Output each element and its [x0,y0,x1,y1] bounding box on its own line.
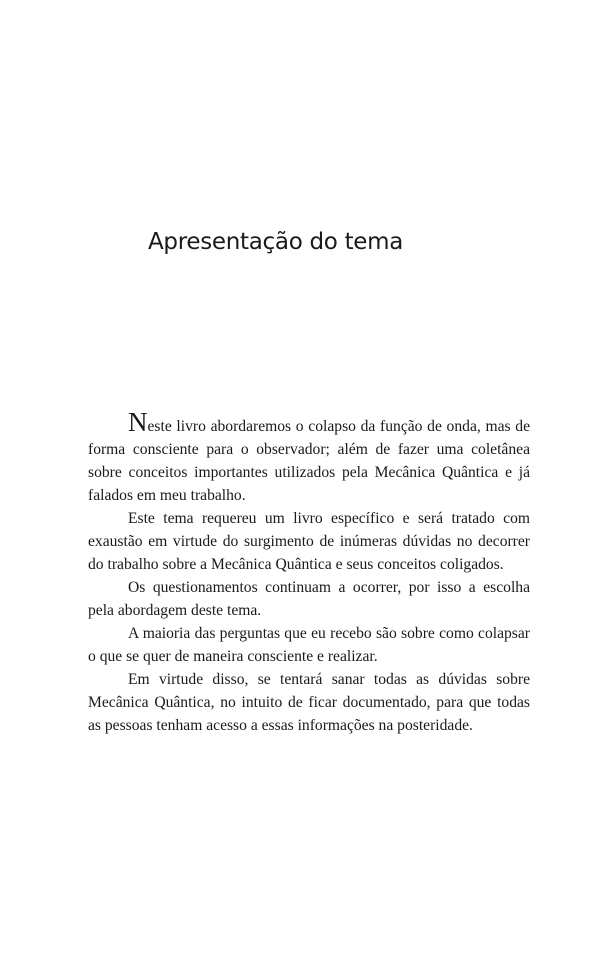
drop-cap: N [128,407,148,437]
paragraph-1-text: este livro abordaremos o colapso da função de onda, mas de forma consciente para o observador; além de fazer uma coletânea sobre conceitos importantes utilizados pela Mecânica Quântica e já falados em meu trabalho. [88,418,530,504]
paragraph-4: A maioria das perguntas que eu recebo são sobre como colapsar o que se quer de maneira consciente e realizar. [88,625,530,665]
paragraph-1 [88,407,530,507]
paragraph-5: Em virtude disso, se tentará sanar todas as dúvidas sobre Mecânica Quântica, no intuito de ficar documentado, para que todas as pessoas tenham acesso a essas informações na posteridade. [88,671,530,734]
body-text [88,407,530,737]
paragraph-2: Este tema requereu um livro específico e será tratado com exaustão em virtude do surgimento de inúmeras dúvidas no decorrer do trabalho sobre a Mecânica Quântica e seus conceitos coligados. [88,510,530,573]
chapter-title: Apresentação do tema [148,229,404,255]
paragraph-3: Os questionamentos continuam a ocorrer, por isso a escolha pela abordagem deste tema. [88,579,530,619]
